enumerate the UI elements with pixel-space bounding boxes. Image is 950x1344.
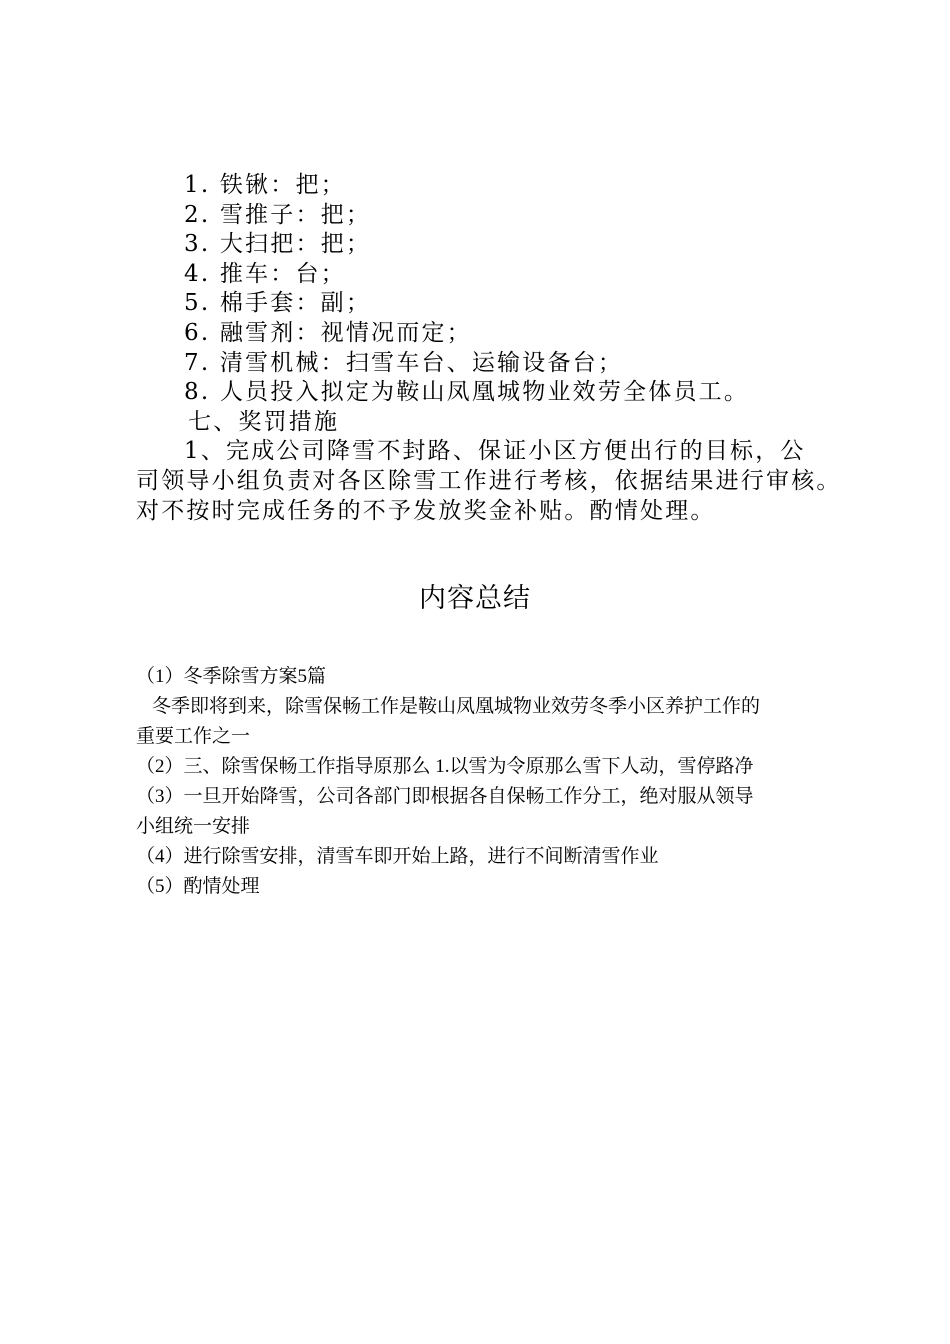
summary-item: （5）酌情处理 [136, 876, 260, 897]
rewards-paragraph-line: 对不按时完成任务的不予发放奖金补贴。酌情处理。 [136, 497, 716, 524]
summary-item: （3）一旦开始降雪，公司各部门即根据各自保畅工作分工，绝对服从领导 [136, 786, 754, 807]
equipment-section [136, 171, 856, 526]
equipment-item-deicer: 6. 融雪剂：视情况而定； [184, 319, 472, 346]
equipment-item-gloves: 5. 棉手套：副； [184, 290, 372, 317]
equipment-item-machinery: 7. 清雪机械：扫雪车台、运输设备台； [184, 349, 624, 376]
summary-item: （1）冬季除雪方案5篇 [136, 666, 327, 687]
summary-title: 内容总结 [419, 583, 531, 614]
summary-item: （2）三、除雪保畅工作指导原那么 1.以雪为令原那么雪下人动，雪停路净 [136, 756, 754, 777]
equipment-item-snow-pusher: 2. 雪推子：把； [184, 201, 372, 228]
summary-list [136, 662, 836, 902]
summary-item: 小组统一安排 [136, 816, 251, 837]
equipment-item-shovel: 1. 铁锹：把； [184, 172, 346, 198]
equipment-item-cart: 4. 推车：台； [184, 260, 346, 287]
summary-item: 重要工作之一 [136, 726, 251, 747]
summary-item: 冬季即将到来，除雪保畅工作是鞍山凤凰城物业效劳冬季小区养护工作的 [152, 696, 761, 717]
equipment-item-staff: 8. 人员投入拟定为鞍山凤凰城物业效劳全体员工。 [184, 379, 750, 406]
rewards-paragraph-line: 1、完成公司降雪不封路、保证小区方便出行的目标，公 [184, 438, 806, 465]
section-heading-rewards: 七、奖罚措施 [188, 408, 340, 435]
equipment-item-broom: 3. 大扫把：把； [184, 231, 372, 258]
rewards-paragraph-line: 司领导小组负责对各区除雪工作进行考核，依据结果进行审核。 [136, 467, 842, 494]
summary-item: （4）进行除雪安排，清雪车即开始上路，进行不间断清雪作业 [136, 846, 659, 867]
